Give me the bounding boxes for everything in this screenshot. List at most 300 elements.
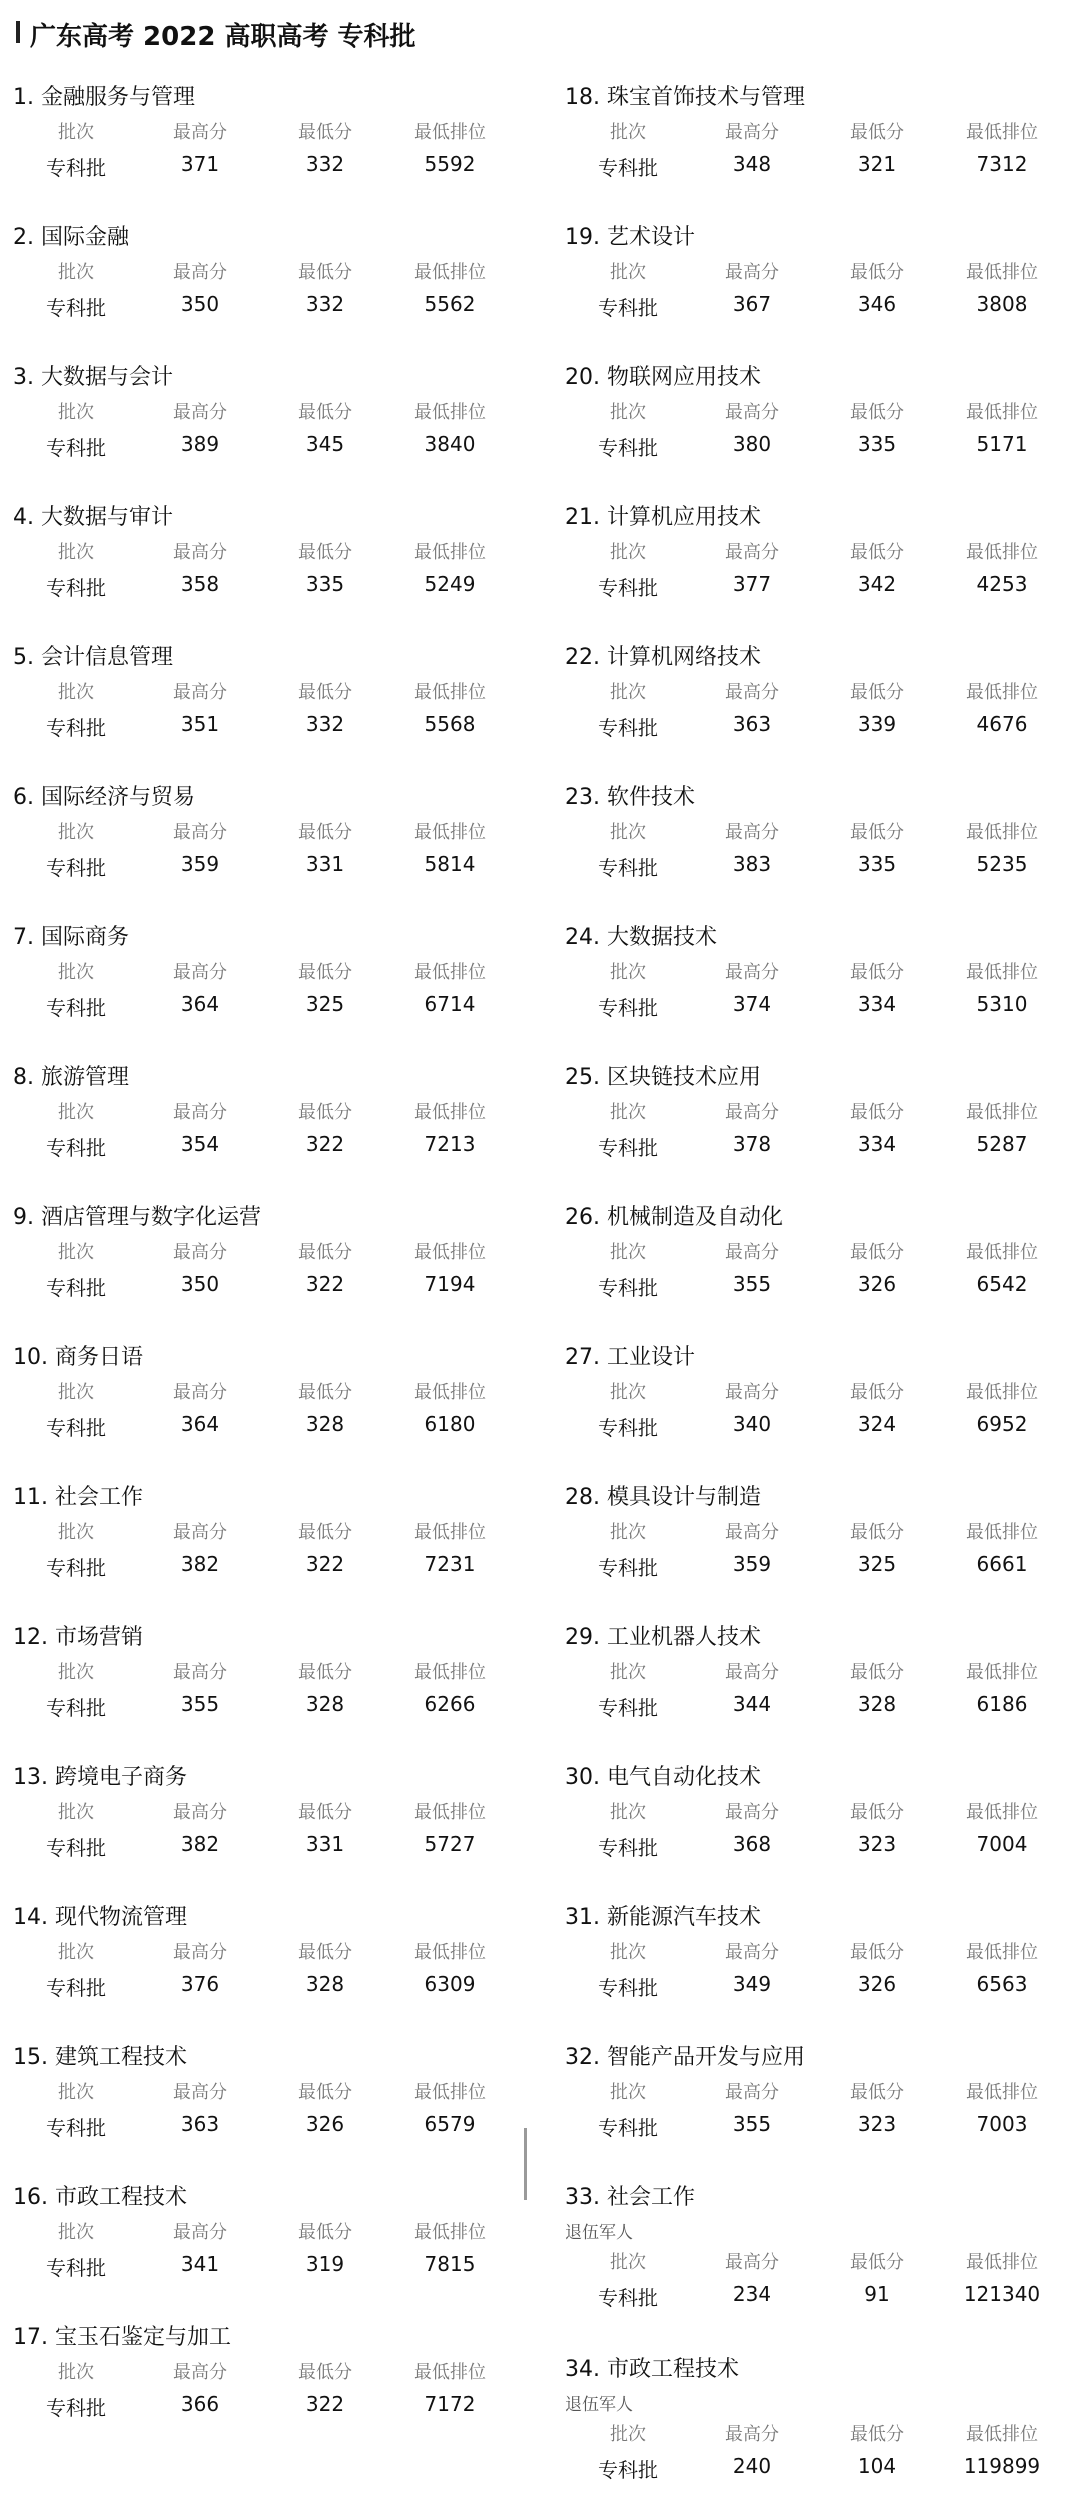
header-max-score: 最高分 <box>173 1802 227 1823</box>
score-row <box>552 1972 1071 2004</box>
column-header-row <box>0 538 530 570</box>
column-header-row <box>552 538 1071 570</box>
batch-value: 专科批 <box>46 576 106 600</box>
column-header-row <box>0 398 530 430</box>
min-rank-value: 5727 <box>424 1832 476 1856</box>
header-min-rank: 最低排位 <box>966 2082 1038 2103</box>
score-row <box>552 572 1071 604</box>
header-max-score: 最高分 <box>725 2252 779 2273</box>
min-score-value: 335 <box>857 852 897 876</box>
column-header-row <box>552 1098 1071 1130</box>
header-min-score: 最低分 <box>298 1102 352 1123</box>
min-score-value: 321 <box>857 152 897 176</box>
major-title: 30. 电气自动化技术 <box>565 1765 761 1790</box>
score-row <box>0 2112 530 2144</box>
header-batch: 批次 <box>610 262 646 283</box>
header-min-score: 最低分 <box>850 2424 904 2445</box>
header-min-rank: 最低排位 <box>414 1242 486 1263</box>
header-min-score: 最低分 <box>298 2362 352 2383</box>
min-score-value: 324 <box>857 1412 897 1436</box>
max-score-value: 382 <box>180 1552 220 1576</box>
header-min-score: 最低分 <box>850 1522 904 1543</box>
min-rank-value: 6579 <box>424 2112 476 2136</box>
header-min-rank: 最低排位 <box>966 542 1038 563</box>
header-batch: 批次 <box>58 1102 94 1123</box>
min-rank-value: 6952 <box>976 1412 1028 1436</box>
score-row <box>552 1692 1071 1724</box>
header-batch: 批次 <box>610 1522 646 1543</box>
column-header-row <box>0 958 530 990</box>
header-batch: 批次 <box>610 822 646 843</box>
header-min-score: 最低分 <box>298 122 352 143</box>
min-rank-value: 121340 <box>963 2282 1041 2306</box>
batch-value: 专科批 <box>46 856 106 880</box>
header-batch: 批次 <box>58 542 94 563</box>
min-score-value: 328 <box>305 1412 345 1436</box>
header-max-score: 最高分 <box>173 962 227 983</box>
major-block <box>0 1332 530 1472</box>
score-row <box>552 432 1071 464</box>
header-batch: 批次 <box>610 402 646 423</box>
major-title: 8. 旅游管理 <box>13 1065 129 1090</box>
header-max-score: 最高分 <box>173 822 227 843</box>
max-score-value: 364 <box>180 992 220 1016</box>
score-row <box>0 1412 530 1444</box>
header-min-rank: 最低排位 <box>966 962 1038 983</box>
header-min-score: 最低分 <box>298 262 352 283</box>
header-min-rank: 最低排位 <box>414 682 486 703</box>
major-title: 18. 珠宝首饰技术与管理 <box>565 85 805 110</box>
major-block <box>0 772 530 912</box>
score-row <box>552 992 1071 1024</box>
major-title: 16. 市政工程技术 <box>13 2185 187 2210</box>
max-score-value: 355 <box>732 2112 772 2136</box>
header-max-score: 最高分 <box>725 2082 779 2103</box>
header-batch: 批次 <box>610 542 646 563</box>
header-batch: 批次 <box>610 1802 646 1823</box>
column-header-row <box>0 2218 530 2250</box>
major-block <box>0 352 530 492</box>
major-block <box>0 1892 530 2032</box>
min-rank-value: 7004 <box>976 1832 1028 1856</box>
max-score-value: 368 <box>732 1832 772 1856</box>
score-row <box>552 852 1071 884</box>
major-block <box>0 2172 530 2312</box>
column-header-row <box>0 2078 530 2110</box>
score-row <box>0 1972 530 2004</box>
batch-value: 专科批 <box>46 156 106 180</box>
major-title: 31. 新能源汽车技术 <box>565 1905 761 1930</box>
min-score-value: 322 <box>305 1272 345 1296</box>
header-min-score: 最低分 <box>298 1662 352 1683</box>
header-min-score: 最低分 <box>850 262 904 283</box>
scroll-indicator <box>524 2128 527 2200</box>
min-score-value: 326 <box>857 1272 897 1296</box>
batch-value: 专科批 <box>598 716 658 740</box>
major-title: 20. 物联网应用技术 <box>565 365 761 390</box>
batch-value: 专科批 <box>46 436 106 460</box>
header-max-score: 最高分 <box>725 682 779 703</box>
header-batch: 批次 <box>610 1662 646 1683</box>
major-title: 12. 市场营销 <box>13 1625 143 1650</box>
header-min-score: 最低分 <box>850 1382 904 1403</box>
major-title: 28. 模具设计与制造 <box>565 1485 761 1510</box>
max-score-value: 363 <box>732 712 772 736</box>
max-score-value: 383 <box>732 852 772 876</box>
score-row <box>0 572 530 604</box>
major-title: 3. 大数据与会计 <box>13 365 173 390</box>
major-block <box>552 1892 1071 2032</box>
header-max-score: 最高分 <box>173 2222 227 2243</box>
max-score-value: 350 <box>180 292 220 316</box>
min-rank-value: 6714 <box>424 992 476 1016</box>
max-score-value: 363 <box>180 2112 220 2136</box>
min-rank-value: 5814 <box>424 852 476 876</box>
header-batch: 批次 <box>610 122 646 143</box>
max-score-value: 377 <box>732 572 772 596</box>
min-rank-value: 5171 <box>976 432 1028 456</box>
header-min-rank: 最低排位 <box>414 1802 486 1823</box>
header-batch: 批次 <box>58 402 94 423</box>
score-row <box>552 2112 1071 2144</box>
min-score-value: 319 <box>305 2252 345 2276</box>
major-block <box>0 912 530 1052</box>
header-min-rank: 最低排位 <box>414 262 486 283</box>
min-rank-value: 6309 <box>424 1972 476 1996</box>
major-note: 退伍军人 <box>565 2395 633 2415</box>
max-score-value: 354 <box>180 1132 220 1156</box>
score-row <box>552 292 1071 324</box>
header-batch: 批次 <box>58 1242 94 1263</box>
major-block <box>552 72 1071 212</box>
score-row <box>552 712 1071 744</box>
header-min-score: 最低分 <box>850 962 904 983</box>
header-min-rank: 最低排位 <box>966 682 1038 703</box>
batch-value: 专科批 <box>598 1416 658 1440</box>
major-title: 22. 计算机网络技术 <box>565 645 761 670</box>
header-min-score: 最低分 <box>298 1942 352 1963</box>
header-min-rank: 最低排位 <box>966 2252 1038 2273</box>
column-header-row <box>552 2420 1071 2452</box>
header-min-rank: 最低排位 <box>414 2222 486 2243</box>
header-min-score: 最低分 <box>298 1522 352 1543</box>
header-min-rank: 最低排位 <box>966 1242 1038 1263</box>
min-rank-value: 119899 <box>963 2454 1041 2478</box>
min-score-value: 323 <box>857 2112 897 2136</box>
min-score-value: 334 <box>857 992 897 1016</box>
batch-value: 专科批 <box>46 2256 106 2280</box>
max-score-value: 359 <box>732 1552 772 1576</box>
header-min-score: 最低分 <box>850 402 904 423</box>
header-max-score: 最高分 <box>725 1382 779 1403</box>
max-score-value: 389 <box>180 432 220 456</box>
header-batch: 批次 <box>58 2222 94 2243</box>
header-max-score: 最高分 <box>725 542 779 563</box>
min-rank-value: 3840 <box>424 432 476 456</box>
max-score-value: 371 <box>180 152 220 176</box>
header-batch: 批次 <box>58 962 94 983</box>
major-title: 21. 计算机应用技术 <box>565 505 761 530</box>
score-row <box>0 432 530 464</box>
major-block <box>0 1192 530 1332</box>
header-min-score: 最低分 <box>298 1382 352 1403</box>
min-rank-value: 7172 <box>424 2392 476 2416</box>
major-title: 11. 社会工作 <box>13 1485 143 1510</box>
max-score-value: 358 <box>180 572 220 596</box>
max-score-value: 240 <box>732 2454 772 2478</box>
header-min-rank: 最低排位 <box>414 962 486 983</box>
batch-value: 专科批 <box>598 156 658 180</box>
min-score-value: 104 <box>857 2454 897 2478</box>
header-max-score: 最高分 <box>725 402 779 423</box>
header-min-score: 最低分 <box>298 682 352 703</box>
header-min-rank: 最低排位 <box>414 1522 486 1543</box>
max-score-value: 380 <box>732 432 772 456</box>
major-block <box>0 492 530 632</box>
batch-value: 专科批 <box>598 2286 658 2310</box>
header-max-score: 最高分 <box>173 2362 227 2383</box>
header-min-rank: 最低排位 <box>966 262 1038 283</box>
max-score-value: 351 <box>180 712 220 736</box>
major-title: 25. 区块链技术应用 <box>565 1065 761 1090</box>
score-row <box>552 1272 1071 1304</box>
header-min-score: 最低分 <box>850 822 904 843</box>
max-score-value: 344 <box>732 1692 772 1716</box>
header-min-rank: 最低排位 <box>966 822 1038 843</box>
major-title: 13. 跨境电子商务 <box>13 1765 187 1790</box>
major-title: 1. 金融服务与管理 <box>13 85 195 110</box>
column-header-row <box>552 258 1071 290</box>
batch-value: 专科批 <box>46 1416 106 1440</box>
major-title: 19. 艺术设计 <box>565 225 695 250</box>
batch-value: 专科批 <box>598 436 658 460</box>
header-batch: 批次 <box>610 1102 646 1123</box>
major-title: 26. 机械制造及自动化 <box>565 1205 783 1230</box>
min-rank-value: 6563 <box>976 1972 1028 1996</box>
min-rank-value: 7003 <box>976 2112 1028 2136</box>
min-rank-value: 6180 <box>424 1412 476 1436</box>
major-block <box>552 212 1071 352</box>
header-min-rank: 最低排位 <box>414 1102 486 1123</box>
header-max-score: 最高分 <box>725 2424 779 2445</box>
major-block <box>552 2344 1071 2516</box>
header-batch: 批次 <box>610 2424 646 2445</box>
header-min-score: 最低分 <box>298 402 352 423</box>
min-rank-value: 4253 <box>976 572 1028 596</box>
score-row <box>552 2282 1071 2314</box>
major-title: 14. 现代物流管理 <box>13 1905 187 1930</box>
min-score-value: 331 <box>305 1832 345 1856</box>
min-rank-value: 6186 <box>976 1692 1028 1716</box>
score-row <box>552 2454 1071 2486</box>
header-min-rank: 最低排位 <box>966 1662 1038 1683</box>
max-score-value: 340 <box>732 1412 772 1436</box>
major-title: 29. 工业机器人技术 <box>565 1625 761 1650</box>
header-batch: 批次 <box>610 2252 646 2273</box>
batch-value: 专科批 <box>598 1836 658 1860</box>
header-batch: 批次 <box>610 1942 646 1963</box>
min-rank-value: 5249 <box>424 572 476 596</box>
column-header-row <box>552 818 1071 850</box>
min-score-value: 342 <box>857 572 897 596</box>
min-score-value: 323 <box>857 1832 897 1856</box>
major-title: 2. 国际金融 <box>13 225 129 250</box>
major-block <box>552 1612 1071 1752</box>
major-block <box>552 772 1071 912</box>
score-row <box>0 1272 530 1304</box>
batch-value: 专科批 <box>46 2116 106 2140</box>
score-row <box>0 2392 530 2424</box>
min-score-value: 326 <box>857 1972 897 1996</box>
batch-value: 专科批 <box>598 1556 658 1580</box>
column-header-row <box>552 1378 1071 1410</box>
major-block <box>552 1752 1071 1892</box>
header-min-score: 最低分 <box>850 1662 904 1683</box>
header-batch: 批次 <box>610 1382 646 1403</box>
header-max-score: 最高分 <box>725 1802 779 1823</box>
batch-value: 专科批 <box>46 1696 106 1720</box>
max-score-value: 359 <box>180 852 220 876</box>
min-rank-value: 7213 <box>424 1132 476 1156</box>
header-max-score: 最高分 <box>173 1942 227 1963</box>
header-min-rank: 最低排位 <box>966 1102 1038 1123</box>
header-batch: 批次 <box>610 962 646 983</box>
batch-value: 专科批 <box>46 296 106 320</box>
header-batch: 批次 <box>58 822 94 843</box>
min-score-value: 332 <box>305 152 345 176</box>
batch-value: 专科批 <box>46 1976 106 2000</box>
column-header-row <box>0 2358 530 2390</box>
major-title: 15. 建筑工程技术 <box>13 2045 187 2070</box>
header-max-score: 最高分 <box>725 1662 779 1683</box>
min-rank-value: 5287 <box>976 1132 1028 1156</box>
header-min-rank: 最低排位 <box>414 1662 486 1683</box>
max-score-value: 374 <box>732 992 772 1016</box>
min-score-value: 322 <box>305 1132 345 1156</box>
header-max-score: 最高分 <box>725 1942 779 1963</box>
batch-value: 专科批 <box>598 1976 658 2000</box>
batch-value: 专科批 <box>598 996 658 1020</box>
column-header-row <box>0 1798 530 1830</box>
header-min-score: 最低分 <box>850 1942 904 1963</box>
min-rank-value: 7194 <box>424 1272 476 1296</box>
major-block <box>552 2172 1071 2344</box>
column-header-row <box>0 258 530 290</box>
header-min-rank: 最低排位 <box>414 2362 486 2383</box>
column-header-row <box>0 1658 530 1690</box>
min-rank-value: 5568 <box>424 712 476 736</box>
min-rank-value: 5235 <box>976 852 1028 876</box>
major-note: 退伍军人 <box>565 2223 633 2243</box>
header-batch: 批次 <box>610 1242 646 1263</box>
min-score-value: 335 <box>305 572 345 596</box>
header-batch: 批次 <box>58 1382 94 1403</box>
column-header-row <box>0 1518 530 1550</box>
batch-value: 专科批 <box>598 2116 658 2140</box>
major-block <box>0 72 530 212</box>
max-score-value: 234 <box>732 2282 772 2306</box>
major-block <box>0 1052 530 1192</box>
header-batch: 批次 <box>58 1662 94 1683</box>
header-batch: 批次 <box>58 1802 94 1823</box>
title-accent-bar <box>16 21 20 43</box>
major-block <box>0 1472 530 1612</box>
header-max-score: 最高分 <box>173 1102 227 1123</box>
min-rank-value: 6266 <box>424 1692 476 1716</box>
max-score-value: 350 <box>180 1272 220 1296</box>
header-max-score: 最高分 <box>725 962 779 983</box>
major-block <box>552 1332 1071 1472</box>
header-max-score: 最高分 <box>173 2082 227 2103</box>
major-title: 27. 工业设计 <box>565 1345 695 1370</box>
header-batch: 批次 <box>610 682 646 703</box>
header-batch: 批次 <box>610 2082 646 2103</box>
header-min-score: 最低分 <box>298 2082 352 2103</box>
min-score-value: 339 <box>857 712 897 736</box>
max-score-value: 364 <box>180 1412 220 1436</box>
batch-value: 专科批 <box>46 1836 106 1860</box>
header-max-score: 最高分 <box>725 1102 779 1123</box>
major-block <box>552 492 1071 632</box>
header-max-score: 最高分 <box>173 682 227 703</box>
min-rank-value: 7231 <box>424 1552 476 1576</box>
batch-value: 专科批 <box>46 1556 106 1580</box>
major-block <box>552 1472 1071 1612</box>
batch-value: 专科批 <box>598 1136 658 1160</box>
min-score-value: 346 <box>857 292 897 316</box>
min-score-value: 334 <box>857 1132 897 1156</box>
min-score-value: 325 <box>305 992 345 1016</box>
max-score-value: 355 <box>732 1272 772 1296</box>
min-rank-value: 6542 <box>976 1272 1028 1296</box>
score-row <box>552 1552 1071 1584</box>
right-column <box>552 72 1071 2516</box>
major-title: 32. 智能产品开发与应用 <box>565 2045 805 2070</box>
header-min-rank: 最低排位 <box>966 1942 1038 1963</box>
min-score-value: 322 <box>305 1552 345 1576</box>
header-max-score: 最高分 <box>173 262 227 283</box>
header-max-score: 最高分 <box>173 1522 227 1543</box>
column-header-row <box>0 1938 530 1970</box>
min-rank-value: 5562 <box>424 292 476 316</box>
max-score-value: 349 <box>732 1972 772 1996</box>
header-min-score: 最低分 <box>298 1802 352 1823</box>
max-score-value: 378 <box>732 1132 772 1156</box>
header-min-rank: 最低排位 <box>414 542 486 563</box>
header-max-score: 最高分 <box>173 542 227 563</box>
page-title: 广东高考 2022 高职高考 专科批 <box>30 22 416 52</box>
header-min-score: 最低分 <box>298 1242 352 1263</box>
score-row <box>0 852 530 884</box>
batch-value: 专科批 <box>46 1276 106 1300</box>
batch-value: 专科批 <box>598 856 658 880</box>
left-column <box>0 72 530 2452</box>
score-row <box>0 1552 530 1584</box>
min-score-value: 322 <box>305 2392 345 2416</box>
batch-value: 专科批 <box>598 1276 658 1300</box>
score-row <box>552 1832 1071 1864</box>
major-title: 7. 国际商务 <box>13 925 129 950</box>
min-score-value: 326 <box>305 2112 345 2136</box>
header-max-score: 最高分 <box>725 262 779 283</box>
header-max-score: 最高分 <box>725 822 779 843</box>
header-min-score: 最低分 <box>850 122 904 143</box>
header-max-score: 最高分 <box>725 1242 779 1263</box>
batch-value: 专科批 <box>46 996 106 1020</box>
batch-value: 专科批 <box>598 576 658 600</box>
header-batch: 批次 <box>58 262 94 283</box>
min-rank-value: 7815 <box>424 2252 476 2276</box>
